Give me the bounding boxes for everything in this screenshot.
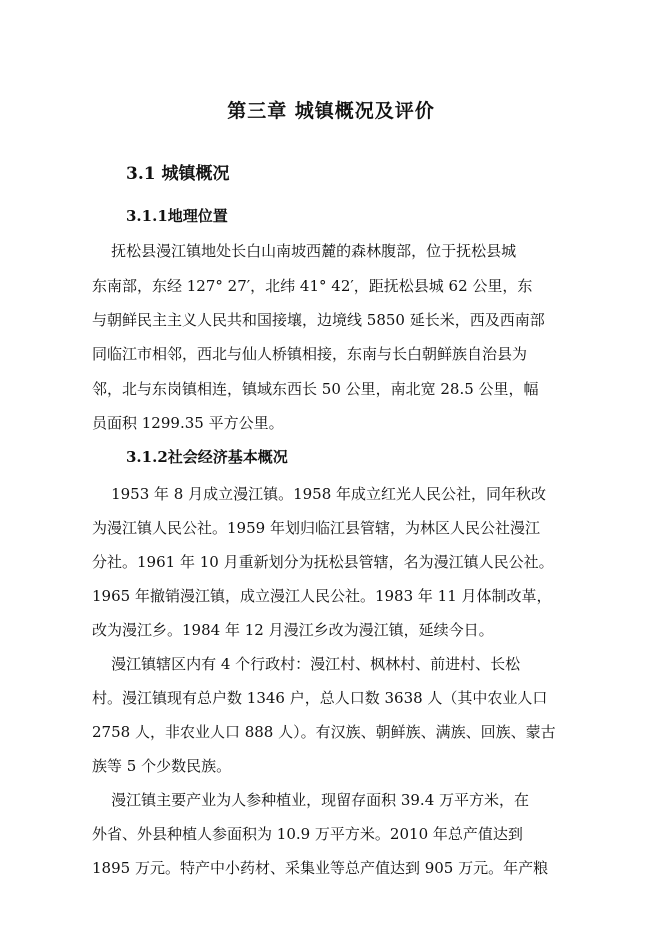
text-line: 与朝鲜民主主义人民共和国接壤，边境线 5850 延长米，西及西南部 <box>92 311 545 329</box>
text-line: 抚松县漫江镇地处长白山南坡西麓的森林腹部，位于抚松县城 <box>92 242 517 260</box>
text-line: 员面积 1299.35 平方公里。 <box>92 414 284 432</box>
text-line: 东南部，东经 127° 27′，北纬 41° 42′，距抚松县城 62 公里，东 <box>92 277 533 295</box>
text-line: 同临江市相邻，西北与仙人桥镇相接，东南与长白朝鲜族自治县为 <box>92 345 528 363</box>
chapter-title: 第三章 城镇概况及评价 <box>227 100 435 122</box>
text-line: 漫江镇主要产业为人参种植业，现留存面积 39.4 万平方米，在 <box>92 791 530 809</box>
text-line: 分社。1961 年 10 月重新划分为抚松县管辖，名为漫江镇人民公社。 <box>92 553 554 571</box>
text-line: 改为漫江乡。1984 年 12 月漫江乡改为漫江镇，延续今日。 <box>92 621 494 639</box>
text-line: 外省、外县种植人参面积为 10.9 万平方米。2010 年总产值达到 <box>92 825 523 843</box>
text-line: 1953 年 8 月成立漫江镇。1958 年成立红光人民公社，同年秋改 <box>92 485 547 503</box>
text-line: 村。漫江镇现有总户数 1346 户，总人口数 3638 人（其中农业人口 <box>92 689 548 707</box>
text-line: 邻，北与东岗镇相连，镇域东西长 50 公里，南北宽 28.5 公里，幅 <box>92 380 539 398</box>
text-line: 1965 年撤销漫江镇，成立漫江人民公社。1983 年 11 月体制改革， <box>92 587 552 605</box>
text-line: 1895 万元。特产中小药材、采集业等总产值达到 905 万元。年产粮 <box>92 859 549 877</box>
subsection-heading-location: 3.1.1地理位置 <box>126 207 228 225</box>
text-line: 漫江镇辖区内有 4 个行政村：漫江村、枫林村、前进村、长松 <box>92 655 521 673</box>
text-line: 为漫江镇人民公社。1959 年划归临江县管辖，为林区人民公社漫江 <box>92 519 540 537</box>
text-line: 族等 5 个少数民族。 <box>92 757 232 775</box>
section-heading: 3.1 城镇概况 <box>126 164 230 184</box>
subsection-heading-socioeconomic: 3.1.2社会经济基本概况 <box>126 448 288 466</box>
text-line: 2758 人，非农业人口 888 人）。有汉族、朝鲜族、满族、回族、蒙古 <box>92 723 556 741</box>
